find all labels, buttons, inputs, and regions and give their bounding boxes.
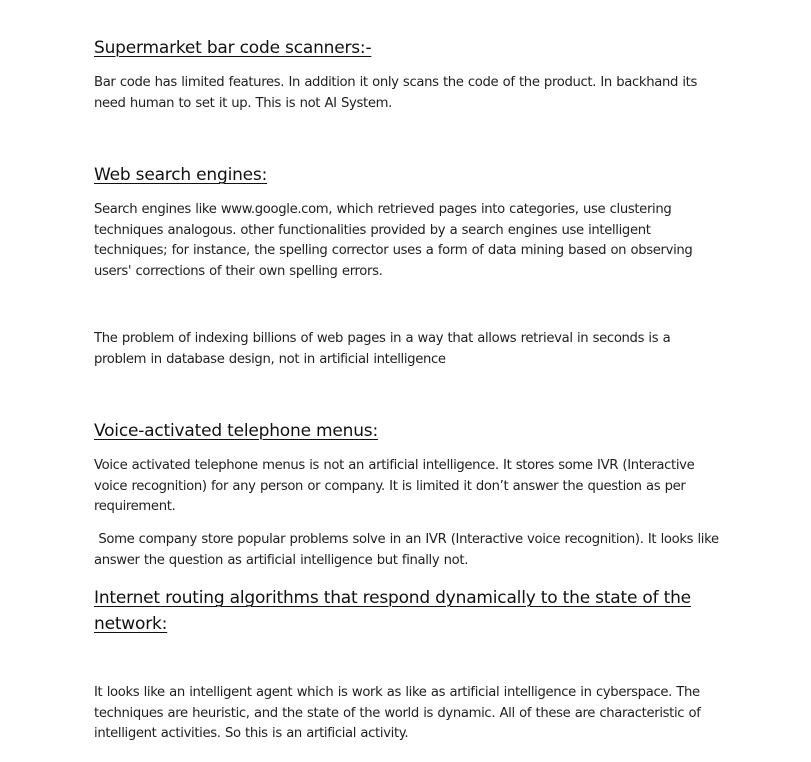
heading-voice-menus: Voice-activated telephone menus: [94,421,378,441]
paragraph-search-1: Search engines like www.google.com, which retrieved pages into categories, use clustering techniques analogous. other functionalities provided by a search engines use intelligent techniques; for instance, the spelling corrector uses a form of data mining based on observing users' corrections of their own spelling errors. [94,202,693,279]
heading-web-search-engines: Web search engines: [94,165,268,185]
heading-barcode-scanners: Supermarket bar code scanners:- [94,38,372,58]
paragraph-voice-1: Voice activated telephone menus is not an artificial intelligence. It stores some IVR (Interactive voice recognition) for any person or company. It is limited it don’t answer the question as per requirement. [94,458,695,515]
heading-internet-routing: Internet routing algorithms that respond dynamically to the state of the network: [94,588,691,634]
paragraph-barcode: Bar code has limited features. In addition it only scans the code of the product. In backhand its need human to set it up. This is not AI System. [94,75,697,111]
paragraph-search-2: The problem of indexing billions of web pages in a way that allows retrieval in seconds is a problem in database design, not in artificial intelligence [94,331,671,367]
paragraph-routing: It looks like an intelligent agent which is work as like as artificial intelligence in cyberspace. The techniques are heuristic, and the state of the world is dynamic. All of these are characteristic of intelligent activities. So this is an artificial activity. [94,685,701,742]
paragraph-voice-2: Some company store popular problems solve in an IVR (Interactive voice recognition). It looks like answer the question as artificial intelligence but finally not. [94,532,724,568]
